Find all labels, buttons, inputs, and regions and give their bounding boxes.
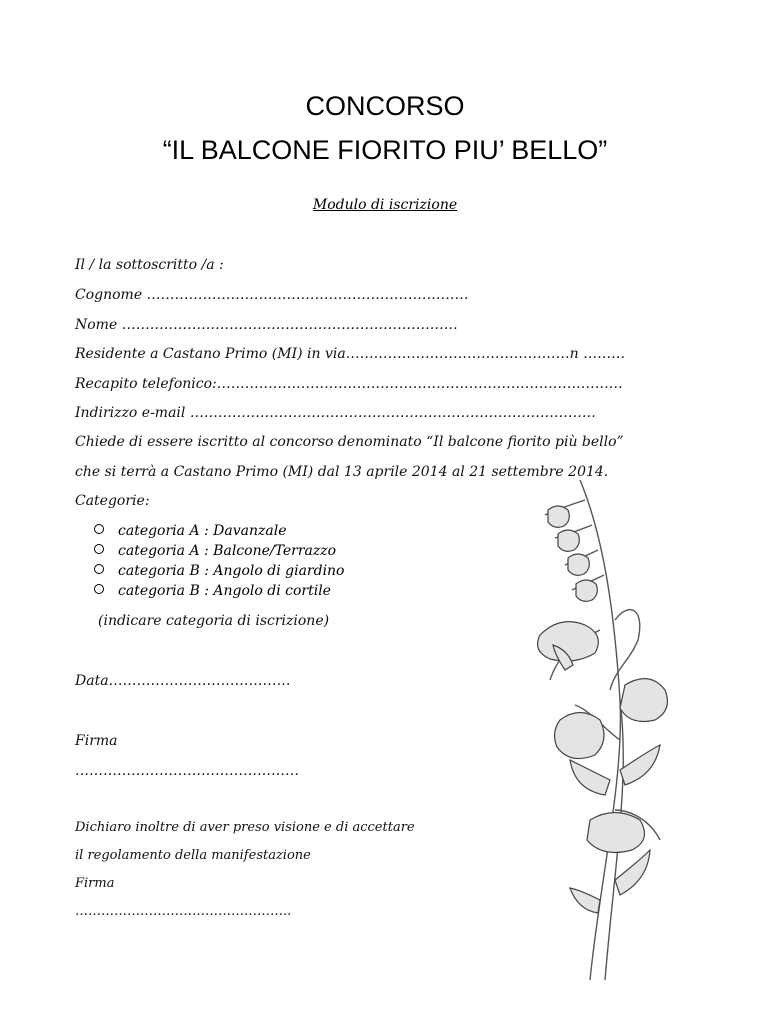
radio-bullet-icon: [94, 564, 104, 574]
declaration-line2: il regolamento della manifestazione: [75, 848, 311, 863]
residente-field[interactable]: Residente a Castano Primo (MI) in via…………………………………………n ………: [75, 346, 626, 362]
date-range-text: che si terrà a Castano Primo (MI) dal 13 aprile 2014 al 21 settembre 2014.: [75, 464, 609, 480]
flower-illustration-icon: [520, 480, 720, 980]
category-option[interactable]: [94, 563, 345, 579]
intro-label: Il / la sottoscritto /a :: [75, 257, 224, 273]
nome-field[interactable]: Nome ………………………………………………………………: [75, 317, 458, 333]
page-title-line1: CONCORSO: [305, 91, 465, 121]
data-field[interactable]: Data…………………………………: [75, 673, 291, 689]
category-label: categoria A : Davanzale: [118, 523, 287, 539]
email-field[interactable]: Indirizzo e-mail ……………………………………………………………………………: [75, 405, 596, 421]
declaration-line1: Dichiaro inoltre di aver preso visione e di accettare: [75, 820, 415, 835]
radio-bullet-icon: [94, 584, 104, 594]
category-label: categoria B : Angolo di cortile: [118, 583, 331, 599]
firma-label: Firma: [75, 733, 118, 749]
form-subtitle: Modulo di iscrizione: [312, 197, 458, 213]
category-option[interactable]: [94, 543, 336, 559]
category-label: categoria A : Balcone/Terrazzo: [118, 543, 337, 559]
firma-field[interactable]: …………………………………………: [75, 763, 299, 779]
radio-bullet-icon: [94, 524, 104, 534]
firma2-label: Firma: [75, 876, 115, 891]
categorie-label: Categorie:: [75, 493, 150, 509]
category-option[interactable]: [94, 523, 287, 539]
category-option[interactable]: [94, 583, 331, 599]
chiede-text: Chiede di essere iscritto al concorso denominato “Il balcone fiorito più bello”: [75, 434, 624, 450]
recapito-field[interactable]: Recapito telefonico:……………………………………………………………………………: [75, 376, 623, 392]
page-title-line2: “IL BALCONE FIORITO PIU’ BELLO”: [162, 135, 608, 165]
category-label: categoria B : Angolo di giardino: [118, 563, 345, 579]
firma2-field[interactable]: …………………………………………..: [75, 904, 292, 919]
cognome-field[interactable]: Cognome ……………………………………………………………: [75, 287, 469, 303]
category-note: (indicare categoria di iscrizione): [98, 613, 330, 629]
radio-bullet-icon: [94, 544, 104, 554]
